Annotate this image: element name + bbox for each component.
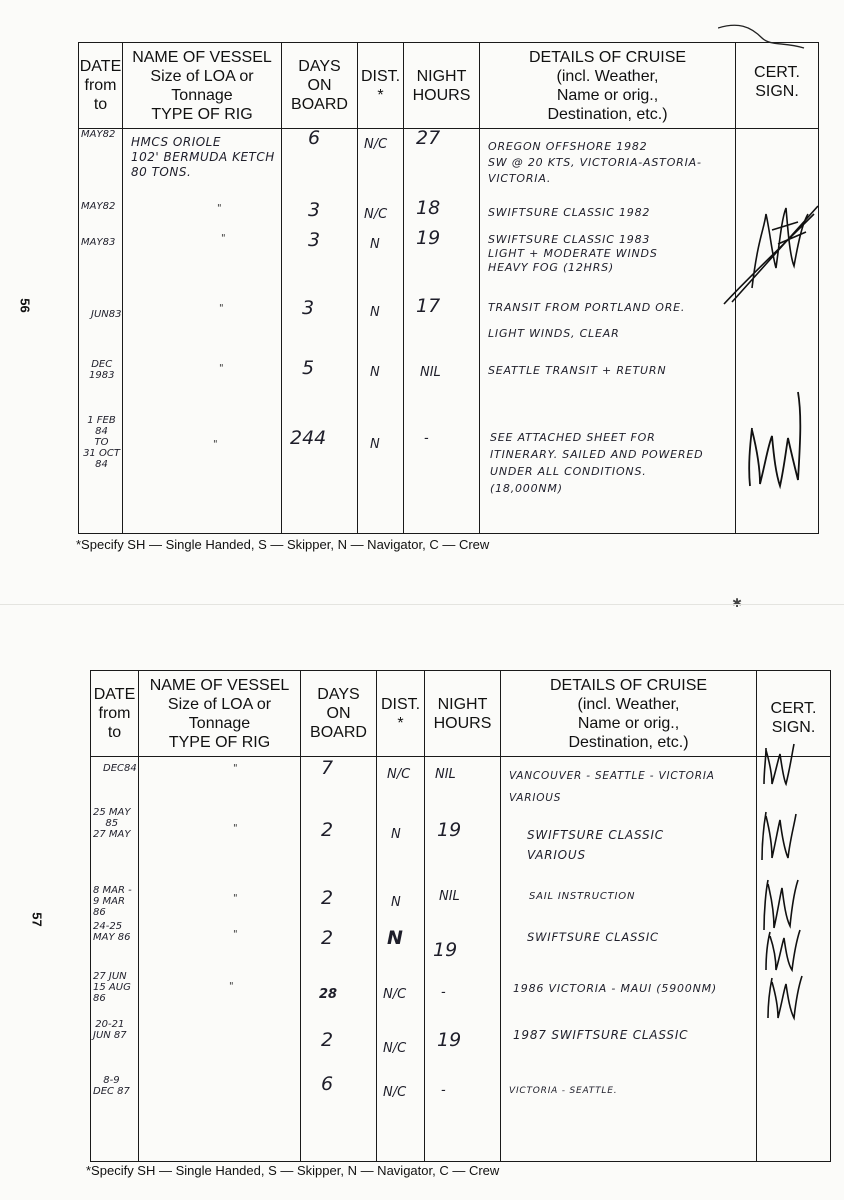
entry-cruise: OREGON OFFSHORE 1982 SW @ 20 KTS, VICTORIA-ASTORIA- VICTORIA.: [488, 140, 702, 185]
entry-cruise: SEATTLE TRANSIT + RETURN: [488, 364, 667, 377]
entry-dist: N: [370, 305, 380, 320]
entry-dist: N/C: [364, 137, 388, 152]
footnote-distinction-key: *Specify SH — Single Handed, S — Skipper, N — Navigator, C — Crew: [76, 537, 490, 552]
entry-night: NIL: [435, 767, 456, 782]
signature-scribble: [742, 386, 822, 510]
page-number-56: 56: [17, 298, 33, 313]
header-night: NIGHT HOURS: [404, 43, 480, 129]
entry-night: 19: [437, 819, 462, 841]
entry-date: 25 MAY 85 27 MAY: [93, 807, 131, 840]
entry-days: 5: [302, 357, 315, 379]
entry-cruise: SAIL INSTRUCTION: [529, 891, 636, 902]
entry-date: 24-25 MAY 86: [93, 921, 131, 943]
entry-date: 8-9 DEC 87: [93, 1075, 130, 1097]
header-date: DATE from to: [91, 671, 139, 757]
entry-cruise: SWIFTSURE CLASSIC: [527, 930, 659, 944]
entry-night: -: [424, 431, 429, 446]
entry-night: NIL: [420, 365, 441, 380]
entry-days: 6: [321, 1073, 334, 1095]
ditto-mark: ": [233, 893, 238, 904]
entry-dist: N/C: [383, 1041, 407, 1056]
entry-days: 2: [321, 887, 334, 909]
entry-dist: N: [391, 827, 401, 842]
entry-days: 244: [290, 427, 327, 449]
cruise-log-table-57: [90, 670, 831, 1162]
ditto-mark: ": [233, 763, 238, 774]
entry-days: 2: [321, 927, 334, 949]
entry-cruise: SWIFTSURE CLASSIC 1982: [488, 206, 651, 219]
entry-cruise: VICTORIA - SEATTLE.: [509, 1086, 618, 1096]
entry-dist: N/C: [364, 207, 388, 222]
entry-night: 19: [433, 939, 458, 961]
entry-night: -: [441, 985, 446, 1000]
entry-date: MAY82: [81, 201, 116, 212]
entry-date: 27 JUN 15 AUG 86: [93, 971, 131, 1004]
entry-days: 3: [308, 199, 321, 221]
entry-date: 20-21 JUN 87: [93, 1019, 127, 1041]
page-number-57: 57: [29, 912, 45, 927]
entry-night: 17: [416, 295, 441, 317]
entry-days: 6: [308, 127, 321, 149]
header-details: DETAILS OF CRUISE (incl. Weather, Name or orig., Destination, etc.): [480, 43, 736, 129]
entry-date: DEC 1983: [89, 359, 115, 381]
entry-date: 8 MAR - 9 MAR 86: [93, 885, 132, 918]
footnote-distinction-key: *Specify SH — Single Handed, S — Skipper, N — Navigator, C — Crew: [86, 1163, 500, 1178]
entry-cruise: TRANSIT FROM PORTLAND ORE. LIGHT WINDS, CLEAR: [488, 301, 686, 340]
signature-scribble: [718, 18, 828, 318]
entry-dist: N/C: [383, 1085, 407, 1100]
header-vessel: NAME OF VESSEL Size of LOA or Tonnage TYPE OF RIG: [123, 43, 282, 129]
ink-mark: ✱: [732, 596, 743, 610]
ditto-mark: ": [213, 439, 218, 450]
cruise-log-table-56: [78, 42, 819, 534]
entry-cruise: VANCOUVER - SEATTLE - VICTORIA VARIOUS: [509, 770, 715, 804]
header-days: DAYS ON BOARD: [282, 43, 358, 129]
ditto-mark: ": [217, 203, 222, 214]
entry-cruise: 1986 VICTORIA - MAUI (5900NM): [513, 982, 717, 995]
header-night: NIGHT HOURS: [425, 671, 501, 757]
entry-date: DEC84: [103, 763, 137, 774]
entry-dist: N: [387, 927, 403, 949]
entry-cruise: SEE ATTACHED SHEET FOR ITINERARY. SAILED AND POWERED UNDER ALL CONDITIONS. (18,000NM): [490, 431, 704, 495]
entry-dist: N: [370, 237, 380, 252]
entry-dist: N: [370, 365, 380, 380]
entry-date: 1 FEB 84 TO 31 OCT 84: [83, 415, 120, 470]
entry-cruise: SWIFTSURE CLASSIC VARIOUS: [527, 828, 664, 862]
entry-date: JUN83: [91, 309, 122, 320]
entry-days: 3: [308, 229, 321, 251]
entry-night: NIL: [439, 889, 460, 904]
header-date: DATE from to: [79, 43, 123, 129]
ditto-mark: ": [219, 363, 224, 374]
entry-dist: N/C: [383, 987, 407, 1002]
entry-cruise: 1987 SWIFTSURE CLASSIC: [513, 1028, 689, 1042]
entry-dist: N: [391, 895, 401, 910]
header-dist: DIST. *: [358, 43, 404, 129]
entry-days: 2: [321, 819, 334, 841]
entry-date: MAY83: [81, 237, 116, 248]
header-cert: CERT. SIGN.: [736, 43, 819, 129]
entry-cruise: SWIFTSURE CLASSIC 1983 LIGHT + MODERATE WINDS HEAVY FOG (12HRS): [488, 233, 658, 274]
header-cert: CERT. SIGN.: [757, 671, 831, 757]
ditto-mark: ": [233, 929, 238, 940]
ditto-mark: ": [233, 823, 238, 834]
entry-days: 28: [319, 987, 338, 1002]
entry-days: 2: [321, 1029, 334, 1051]
ditto-mark: ": [229, 981, 234, 992]
signature-scribble: [754, 740, 814, 1030]
entry-dist: N: [370, 437, 380, 452]
ditto-mark: ": [219, 303, 224, 314]
entry-night: 19: [416, 227, 441, 249]
entry-night: -: [441, 1083, 446, 1098]
entry-night: 27: [416, 127, 441, 149]
ditto-mark: ": [221, 233, 226, 244]
header-dist: DIST. *: [377, 671, 425, 757]
page-fold-divider: [0, 604, 844, 605]
entry-date: MAY82: [81, 129, 116, 140]
header-days: DAYS ON BOARD: [301, 671, 377, 757]
header-vessel: NAME OF VESSEL Size of LOA or Tonnage TYPE OF RIG: [139, 671, 301, 757]
entry-days: 7: [321, 757, 334, 779]
entry-days: 3: [302, 297, 315, 319]
entry-night: 19: [437, 1029, 462, 1051]
header-details: DETAILS OF CRUISE (incl. Weather, Name or orig., Destination, etc.): [501, 671, 757, 757]
entry-dist: N/C: [387, 767, 411, 782]
entry-vessel: HMCS ORIOLE 102' BERMUDA KETCH 80 TONS.: [131, 135, 275, 179]
entry-night: 18: [416, 197, 441, 219]
